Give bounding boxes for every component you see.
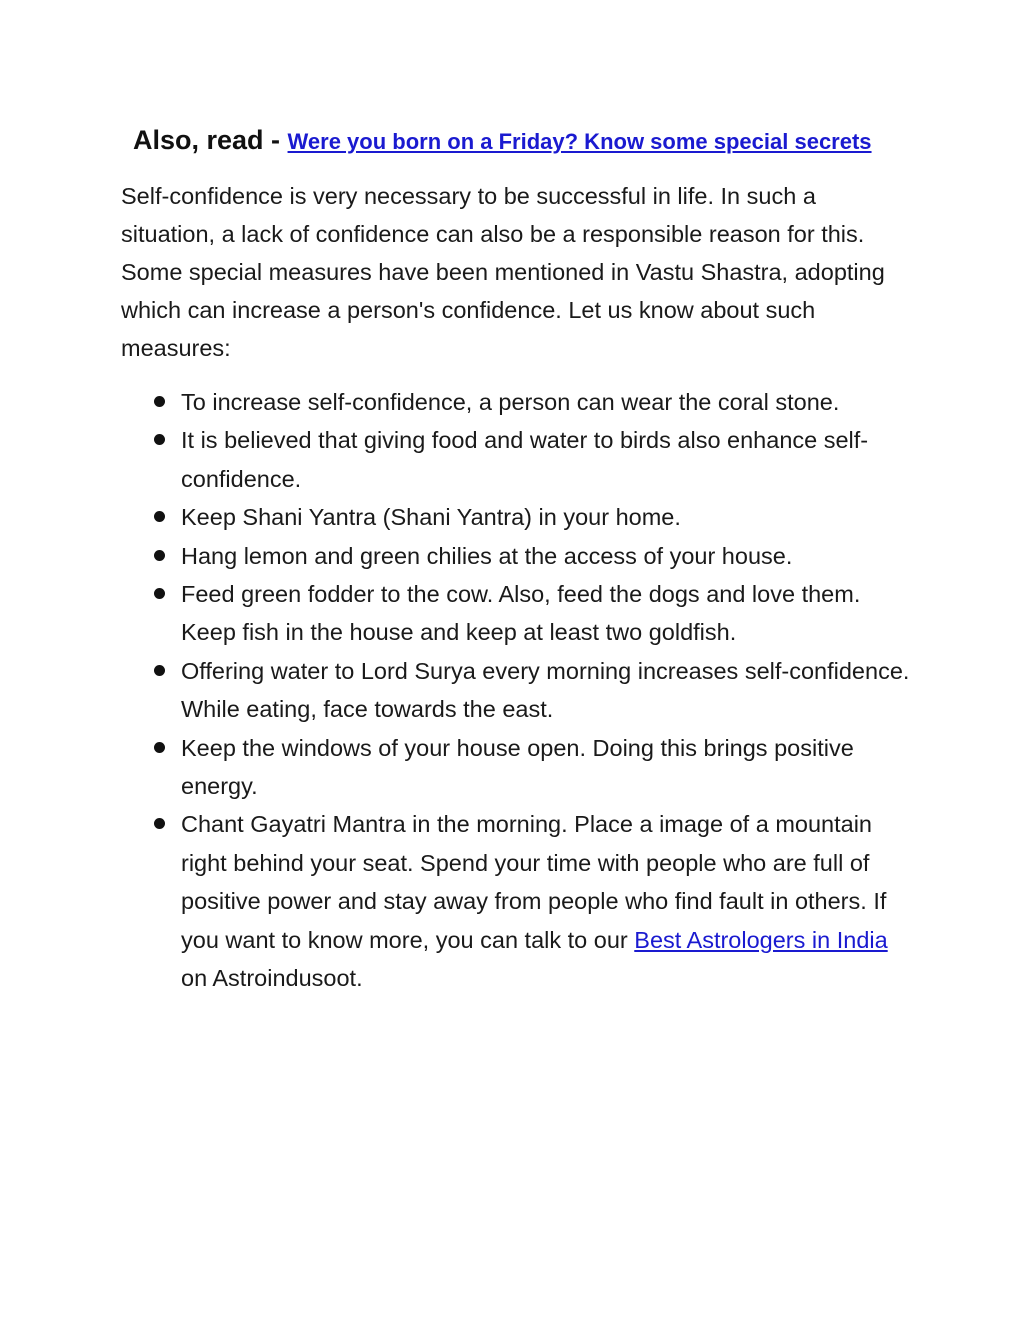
list-item [121,421,911,498]
bullet-icon [154,396,165,407]
list-item [121,383,911,421]
bullet-icon [154,511,165,522]
list-item [121,498,911,536]
list-item [121,575,911,652]
bullet-icon [154,742,165,753]
bullet-icon [154,434,165,445]
also-read-label: Also, read - [133,125,288,155]
list-item-text: It is believed that giving food and water to birds also enhance self-confidence. [181,427,869,492]
list-item-last [121,805,911,997]
best-astrologers-link[interactable]: Best Astrologers in India [634,926,888,953]
bullet-icon [154,665,165,676]
list-item [121,652,911,729]
intro-paragraph: Self-confidence is very necessary to be successful in life. In such a situation, a lack of confidence can also be a responsible reason for this. Some special measures have been mentioned in Vastu Shastra, adopting which can increase a person's confidence. Let us know about such measures: [121,183,885,361]
last-item-text-after: on Astroindusoot. [181,965,363,992]
list-item-text: Keep Shani Yantra (Shani Yantra) in your home. [181,504,681,531]
list-item-text: Hang lemon and green chilies at the access of your house. [181,542,793,569]
bullet-icon [154,588,165,599]
list-item [121,537,911,575]
bullet-icon [154,550,165,561]
list-item [121,729,911,806]
also-read-heading [133,120,933,162]
list-item-text: Keep the windows of your house open. Doing this brings positive energy. [181,734,854,800]
friday-secrets-link[interactable]: Were you born on a Friday? Know some special secrets [287,129,872,154]
list-item-text: Offering water to Lord Surya every morning increases self-confidence. While eating, face towards the east. [181,657,910,723]
bullet-icon [154,818,165,829]
list-item-text: Feed green fodder to the cow. Also, feed the dogs and love them. Keep fish in the house and keep at least two goldfish. [181,581,861,646]
list-item-text: To increase self-confidence, a person can wear the coral stone. [181,389,840,415]
last-item-text-before: Chant Gayatri Mantra in the morning. Place a image of a mountain right behind your seat. Spend your time with people who are full of positive power and stay away from people who find fault in others. If you want to know more, you can talk to our [181,811,887,953]
measures-list [121,383,911,998]
